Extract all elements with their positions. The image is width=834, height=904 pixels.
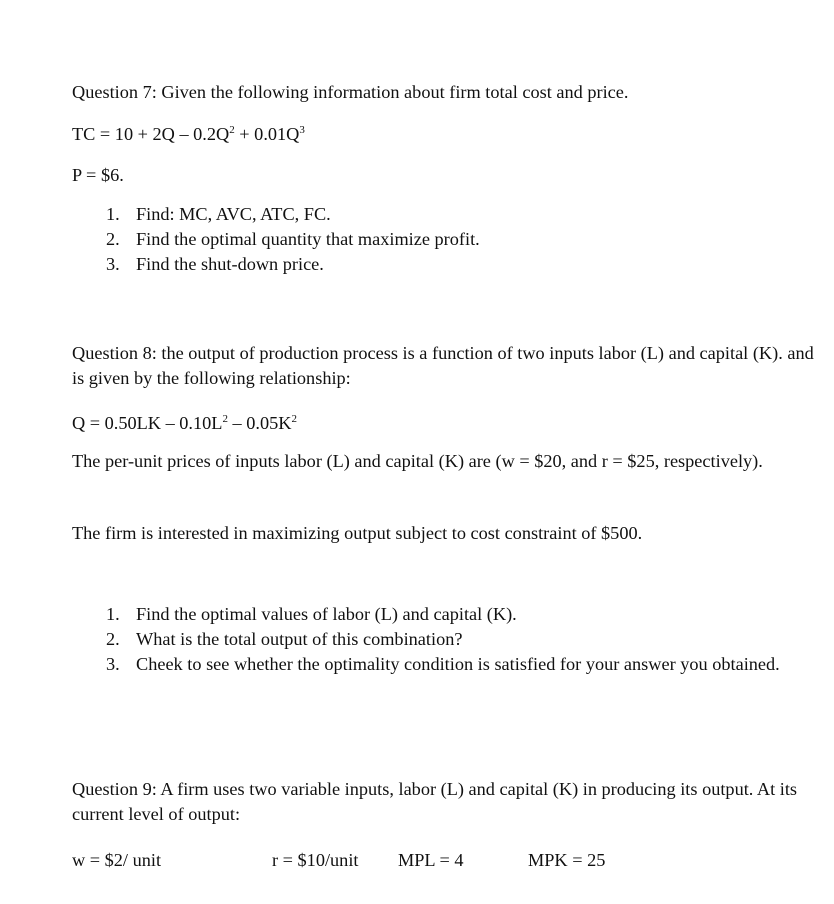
q7-tc-exp1: 2 <box>229 124 235 136</box>
q8-eq-part2: – 0.05K <box>227 413 292 433</box>
q7-tc-part1: TC = 10 + 2Q – 0.2Q <box>72 124 230 144</box>
list-number: 2. <box>106 229 120 249</box>
list-text: Find the optimal quantity that maximize profit. <box>136 229 480 249</box>
list-text: Find: MC, AVC, ATC, FC. <box>136 204 331 224</box>
list-text: Find the shut-down price. <box>136 254 324 274</box>
list-number: 1. <box>106 604 120 624</box>
list-item <box>106 602 822 627</box>
list-number: 2. <box>106 629 120 649</box>
q9-mpl: MPL = 4 <box>398 850 464 870</box>
q8-eq-part1: Q = 0.50LK – 0.10L <box>72 413 223 433</box>
q7-tc-exp2: 3 <box>299 124 305 136</box>
q7-tc-part2: + 0.01Q <box>234 124 300 144</box>
q9-wage: w = $2/ unit <box>72 850 162 870</box>
q8-output-equation <box>72 414 297 432</box>
q9-intro: Question 9: A firm uses two variable inputs, labor (L) and capital (K) in producing its output. At its current level of output: <box>72 779 798 824</box>
q9-values-row <box>0 851 834 876</box>
list-number: 1. <box>106 204 120 224</box>
list-number: 3. <box>106 654 120 674</box>
list-item <box>106 627 822 652</box>
list-text: Cheek to see whether the optimality condition is satisfied for your answer you obtained. <box>136 654 780 674</box>
list-text: What is the total output of this combination? <box>136 629 463 649</box>
q9-mpk: MPK = 25 <box>528 850 606 870</box>
q7-intro: Question 7: Given the following information about firm total cost and price. <box>72 82 629 102</box>
q8-eq-exp1: 2 <box>222 413 228 425</box>
q8-input-prices: The per-unit prices of inputs labor (L) and capital (K) are (w = $20, and r = $25, respectively). <box>72 451 763 471</box>
list-number: 3. <box>106 254 120 274</box>
list-item <box>106 252 756 277</box>
list-item <box>106 227 756 252</box>
q9-rental-rate: r = $10/unit <box>272 850 359 870</box>
q8-eq-exp2: 2 <box>291 413 297 425</box>
q8-cost-constraint: The firm is interested in maximizing output subject to cost constraint of $500. <box>72 523 643 543</box>
list-item <box>106 202 756 227</box>
q7-list <box>106 202 756 277</box>
q7-price: P = $6. <box>72 165 124 185</box>
q8-list <box>106 602 822 677</box>
q8-intro: Question 8: the output of production process is a function of two inputs labor (L) and capital (K). and is given by the following relationship: <box>72 343 814 388</box>
list-text: Find the optimal values of labor (L) and capital (K). <box>136 604 517 624</box>
q7-tc-equation <box>72 125 305 143</box>
list-item <box>106 652 822 677</box>
